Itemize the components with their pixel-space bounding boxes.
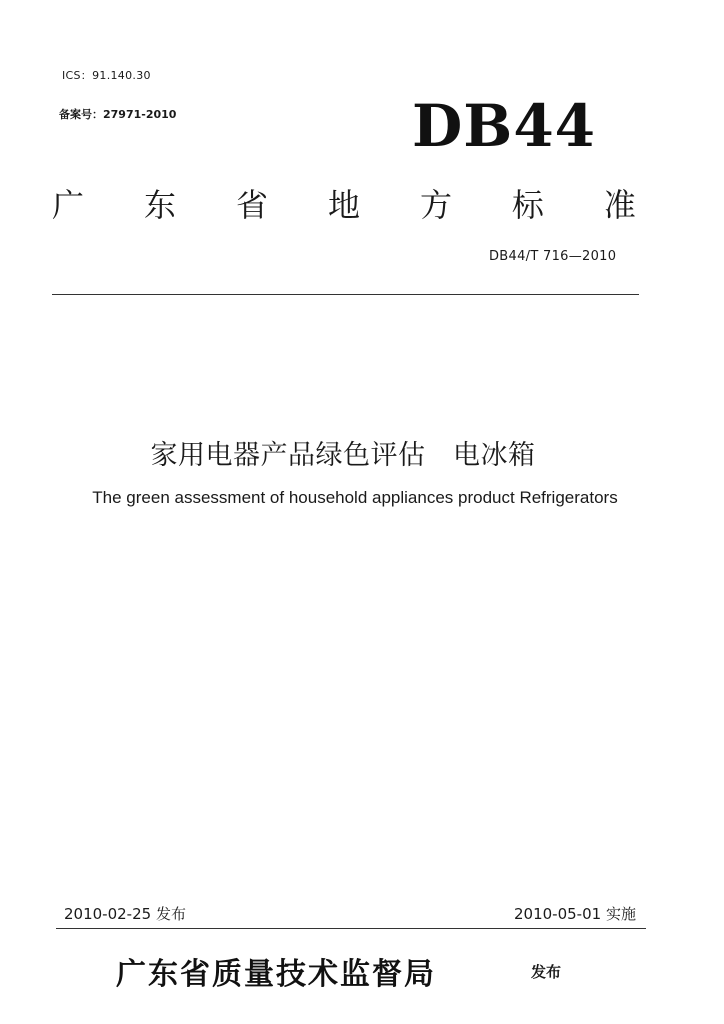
ics-code: ICS：91.140.30 [62,69,151,82]
db-code-logo: DB44 [412,92,597,160]
standard-type-char: 省 [235,186,268,224]
implementation-date: 2010-05-01 实施 [514,905,636,923]
document-title-cn: 家用电器产品绿色评估 电冰箱 [150,440,536,471]
publish-label: 发布 [531,963,562,981]
standard-type-char: 标 [511,186,544,224]
header-divider [52,294,639,295]
standard-type-char: 地 [327,186,360,224]
standard-type-char: 准 [603,186,636,224]
footer-divider [56,928,646,929]
document-title-en: The green assessment of household appliances product Refrigerators [92,488,618,507]
standard-type-char: 广 [52,186,85,224]
record-number: 备案号：27971-2010 [59,108,177,121]
standard-type-char: 东 [143,186,176,224]
issue-date: 2010-02-25 发布 [64,905,186,923]
publisher-name: 广东省质量技术监督局 [116,957,436,992]
standard-number: DB44/T 716—2010 [489,249,617,264]
standard-type-char: 方 [419,186,452,224]
standard-type-heading [52,180,636,226]
